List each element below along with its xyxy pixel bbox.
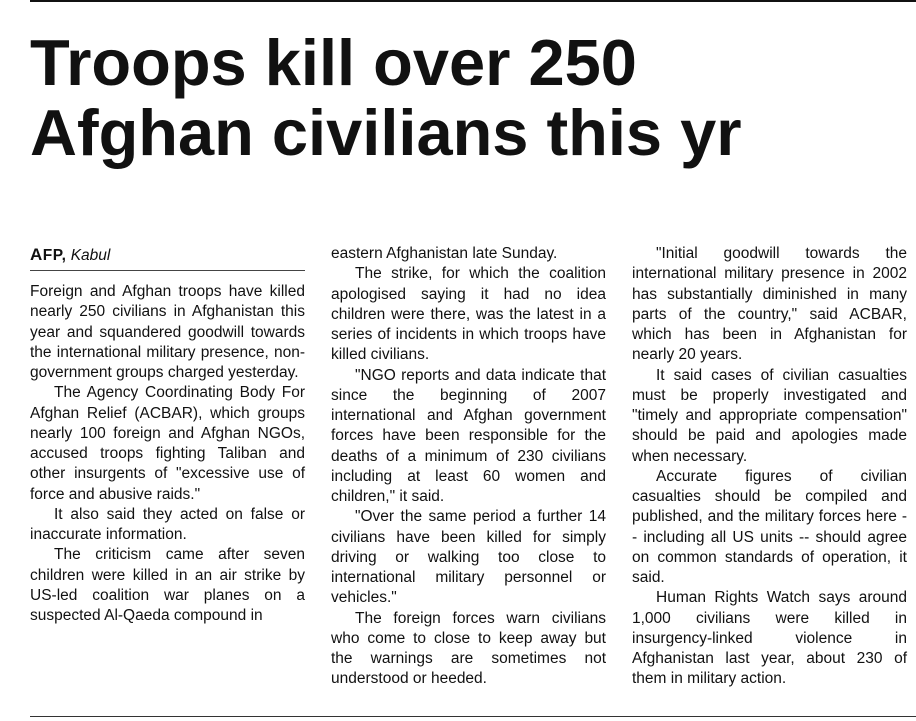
byline-agency: AFP, bbox=[30, 245, 67, 264]
paragraph: Human Rights Watch says around 1,000 civilians were killed in insurgency-linked violence in Afghanistan last year, about 230 of them in military action. bbox=[632, 589, 907, 688]
byline-rule bbox=[30, 270, 305, 271]
paragraph: "Over the same period a further 14 civilians have been killed for simply driving or walking too close to international military personnel or vehicles." bbox=[331, 508, 606, 607]
paragraph: It also said they acted on false or inaccurate information. bbox=[30, 505, 305, 543]
paragraph: Accurate figures of civilian casualties should be compiled and published, and the military forces here -- including all US units -- should agree on common standards of operation, it said. bbox=[632, 467, 907, 586]
bottom-rule bbox=[30, 716, 916, 717]
paragraph: eastern Afghanistan late Sunday. bbox=[331, 245, 558, 262]
paragraph: The criticism came after seven children were killed in an air strike by US-led coalition war planes on a suspected Al-Qaeda compound in bbox=[30, 546, 305, 624]
article-column-1 bbox=[30, 244, 305, 626]
paragraph: "Initial goodwill towards the international military presence in 2002 has substantially diminished in many parts of the country," said ACBAR, which has been in Afghanistan for nearly 20 years. bbox=[632, 245, 907, 364]
paragraph: The foreign forces warn civilians who come to close to keep away but the warnings are sometimes not understood or heeded. bbox=[331, 609, 606, 688]
headline bbox=[30, 28, 910, 168]
article-column-2 bbox=[331, 244, 606, 690]
paragraph: It said cases of civilian casualties must be properly investigated and "timely and appropriate compensation" should be paid and apologies made when necessary. bbox=[632, 366, 907, 465]
headline-line-1: Troops kill over 250 bbox=[30, 26, 637, 99]
top-rule bbox=[30, 0, 916, 2]
paragraph: Foreign and Afghan troops have killed nearly 250 civilians in Afghanistan this year and squandered goodwill towards the international military presence, non-government groups charged yesterday. bbox=[30, 283, 305, 381]
byline bbox=[30, 244, 305, 270]
headline-line-2: Afghan civilians this yr bbox=[30, 96, 742, 169]
byline-place: Kabul bbox=[70, 247, 111, 264]
paragraph: "NGO reports and data indicate that since the beginning of 2007 international and Afghan government forces have been responsible for the deaths of a minimum of 230 civilians including at least 60 women and children," it said. bbox=[331, 366, 606, 505]
paragraph: The strike, for which the coalition apologised saying it had no idea children were there, was the latest in a series of incidents in which troops have killed civilians. bbox=[331, 265, 606, 364]
article-column-3 bbox=[632, 244, 907, 690]
paragraph: The Agency Coordinating Body For Afghan Relief (ACBAR), which groups nearly 100 foreign and Afghan NGOs, accused troops fighting Taliban and other insurgents of "excessive use of force and abusive raids." bbox=[30, 384, 305, 503]
